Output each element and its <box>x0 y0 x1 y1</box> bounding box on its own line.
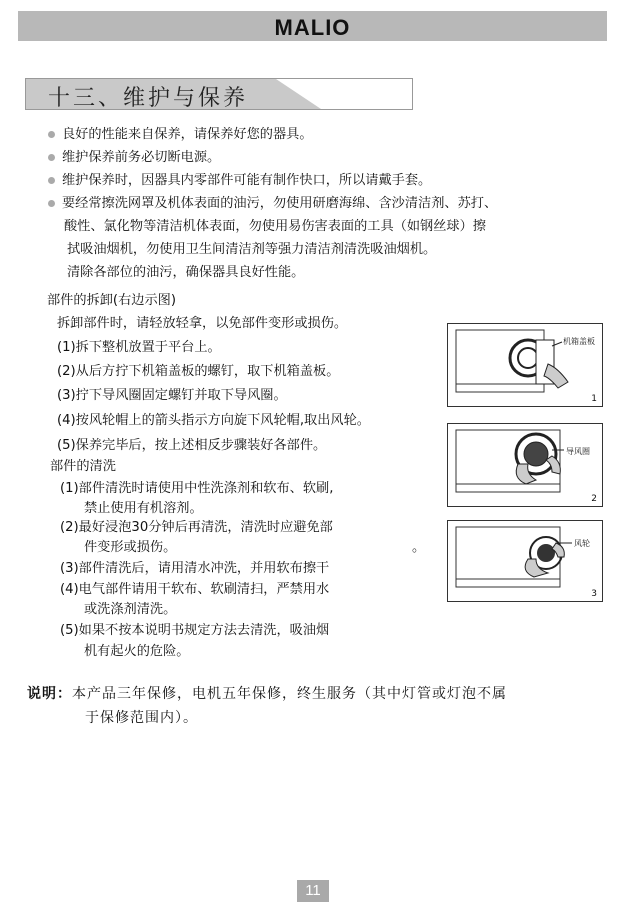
figure-number: 1 <box>591 394 597 404</box>
figure-3 <box>447 520 603 602</box>
list-item-continued: 清除各部位的油污，确保器具良好性能。 <box>67 265 305 280</box>
cleaning-line: 或洗涤剂清洗。 <box>84 602 177 617</box>
bullet-dot-icon <box>48 154 55 161</box>
disassembly-step: (4)按风轮帽上的箭头指示方向旋下风轮帽,取出风轮。 <box>57 413 370 428</box>
fan-wheel-illustration <box>448 521 602 601</box>
figure-label: 导风圈 <box>566 447 590 456</box>
note-line: 本产品三年保修，电机五年保修，终生服务（其中灯管或灯泡不属 <box>72 686 507 702</box>
cleaning-heading: 部件的清洗 <box>50 459 116 474</box>
figure-1 <box>447 323 603 407</box>
bullet-dot-icon <box>48 131 55 138</box>
figure-2 <box>447 423 603 507</box>
bullet-dot-icon <box>48 200 55 207</box>
cleaning-line: 机有起火的危险。 <box>84 644 190 659</box>
header-bar <box>18 11 607 41</box>
list-item: 维护保养前务必切断电源。 <box>46 146 606 169</box>
bullet-dot-icon <box>48 177 55 184</box>
cleaning-line: (3)部件清洗后，请用清水冲洗，并用软布擦干 <box>60 561 330 576</box>
section-title: 十三、维护与保养 <box>48 86 249 111</box>
cleaning-line: (4)电气部件请用干软布、软刷清扫，严禁用水 <box>60 582 330 597</box>
disassembly-step: (1)拆下整机放置于平台上。 <box>57 340 221 355</box>
disassembly-intro: 拆卸部件时，请轻放轻拿，以免部件变形或损伤。 <box>57 316 348 331</box>
stray-punctuation: 。 <box>412 540 426 555</box>
list-item-continued: 酸性、氯化物等清洁机体表面，勿使用易伤害表面的工具（如钢丝球）擦 <box>64 219 486 234</box>
disassembly-step: (3)拧下导风圈固定螺钉并取下导风圈。 <box>57 388 287 403</box>
cleaning-line: (1)部件清洗时请使用中性洗涤剂和软布、软刷, <box>60 481 334 496</box>
cleaning-line: 禁止使用有机溶剂。 <box>84 501 203 516</box>
list-item-continued: 拭吸油烟机，勿使用卫生间清洁剂等强力清洁剂清洗吸油烟机。 <box>67 242 437 257</box>
disassembly-heading: 部件的拆卸(右边示图) <box>47 293 176 308</box>
disassembly-step: (2)从后方拧下机箱盖板的螺钉，取下机箱盖板。 <box>57 364 340 379</box>
figure-label: 风轮 <box>574 539 590 548</box>
air-guide-ring-illustration <box>448 424 602 506</box>
figure-label: 机箱盖板 <box>563 337 595 346</box>
note-label: 说明： <box>27 686 72 702</box>
cleaning-line: (2)最好浸泡30分钟后再清洗，清洗时应避免部 <box>60 520 333 535</box>
brand-logo: MALIO <box>274 15 351 40</box>
figure-number: 3 <box>591 589 597 599</box>
disassembly-step: (5)保养完毕后，按上述相反步骤装好各部件。 <box>57 438 327 453</box>
cleaning-line: (5)如果不按本说明书规定方法去清洗，吸油烟 <box>60 623 330 638</box>
cleaning-line: 件变形或损伤。 <box>84 540 177 555</box>
figure-number: 2 <box>591 494 597 504</box>
page-number: 11 <box>297 880 329 902</box>
list-item: 要经常擦洗网罩及机体表面的油污，勿使用研磨海绵、含沙清洁剂、苏打、 <box>46 192 606 215</box>
bullet-list <box>46 123 606 284</box>
list-item: 维护保养时，因器具内零部件可能有制作快口，所以请戴手套。 <box>46 169 606 192</box>
list-item: 良好的性能来自保养，请保养好您的器具。 <box>46 123 606 146</box>
warranty-note <box>27 682 507 730</box>
section-title-box <box>25 78 413 110</box>
note-line: 于保修范围内）。 <box>85 710 198 726</box>
